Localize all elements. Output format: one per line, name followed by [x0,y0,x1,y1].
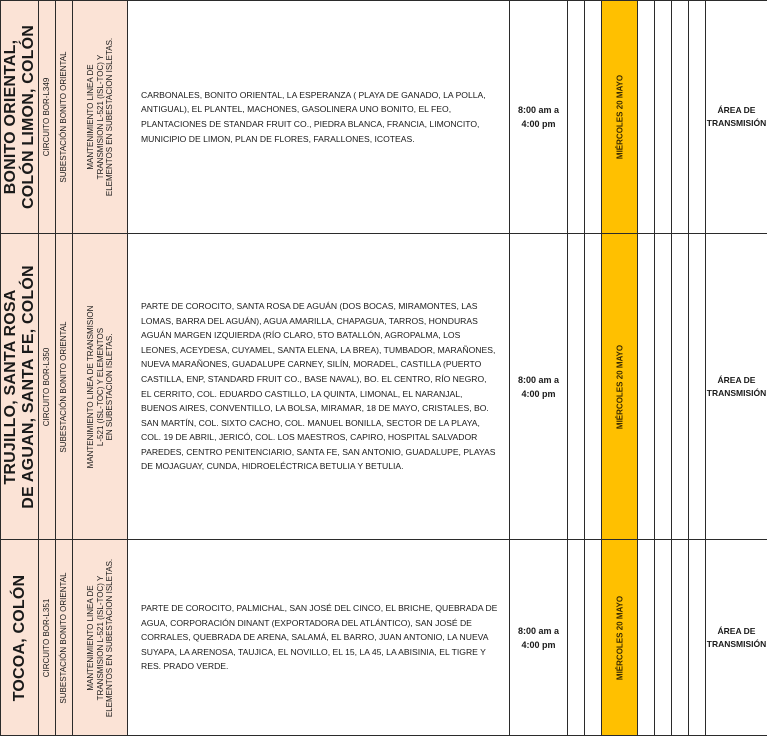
day-label: MIÉRCOLES 20 MAYO [615,75,624,159]
circuit-label: CIRCUITO BOR-L351 [42,598,52,677]
affected-areas-cell [128,234,510,540]
empty-day-cell [585,234,602,540]
empty-day-cell [568,234,585,540]
table-row [1,540,767,736]
zone-cell [1,234,39,540]
maintenance-label: MANTENIMIENTO LINEA DE TRANSMISION L-521 (ISL-TOC) Y ELEMENTOS EN SUBESTACION ISLETAS. [86,38,115,196]
time-cell [510,234,568,540]
time-cell [510,1,568,234]
empty-day-cell [672,540,689,736]
maintenance-label: MANTENIMIENTO LINEA DE TRANSMISION L-521 (ISL-TOC) Y ELEMENTOS EN SUBESTACION ISLETAS. [86,305,115,468]
time-text: 8:00 am a 4:00 pm [510,373,567,401]
table-row [1,234,767,540]
empty-day-cell [689,540,706,736]
affected-areas-cell [128,1,510,234]
maintenance-cell [73,1,128,234]
maintenance-cell [73,540,128,736]
responsible-cell [706,1,767,234]
substation-label: SUBESTACIÓN BONITO ORIENTAL [59,51,69,182]
substation-cell [56,1,73,234]
empty-day-cell [585,540,602,736]
day-label: MIÉRCOLES 20 MAYO [615,344,624,428]
substation-cell [56,234,73,540]
day-cell [602,234,638,540]
substation-label: SUBESTACIÓN BONITO ORIENTAL [59,321,69,452]
empty-day-cell [655,1,672,234]
table-row [1,1,767,234]
empty-day-cell [672,1,689,234]
circuit-cell [39,234,56,540]
empty-day-cell [638,234,655,540]
substation-label: SUBESTACIÓN BONITO ORIENTAL [59,572,69,703]
affected-areas-text: PARTE DE COROCITO, PALMICHAL, SAN JOSÉ DEL CINCO, EL BRICHE, QUEBRADA DE AGUA, CORPORACIÓN DINANT (EXPORTADORA DEL ATLÁNTICO), SAN JOSÉ DE CORRALES, QUEBRADA DE ARENA, SALAMÁ, EL BARRO, JUAN ANTONIO, LA NUEVA SUYAPA, LA ARENOSA, TAUJICA, EL NOVILLO, EL 15, LA 45, LA ABISINIA, EL TIGRE Y RES. PRADO VERDE. [128,601,509,674]
empty-day-cell [638,540,655,736]
circuit-label: CIRCUITO BOR-L350 [42,347,52,426]
empty-day-cell [689,234,706,540]
zone-cell [1,540,39,736]
empty-day-cell [568,1,585,234]
day-label: MIÉRCOLES 20 MAYO [615,595,624,679]
zone-label: TRUJILLO, SANTA ROSA DE AGUAN, SANTA FE, COLÓN [2,265,38,509]
empty-day-cell [568,540,585,736]
substation-cell [56,540,73,736]
responsible-cell [706,540,767,736]
empty-day-cell [585,1,602,234]
responsible-text: ÁREA DE TRANSMISIÓN [706,625,767,651]
maintenance-cell [73,234,128,540]
empty-day-cell [638,1,655,234]
empty-day-cell [655,234,672,540]
responsible-cell [706,234,767,540]
affected-areas-text: CARBONALES, BONITO ORIENTAL, LA ESPERANZA ( PLAYA DE GANADO, LA POLLA, ANTIGUAL), EL PLANTEL, MACHONES, GASOLINERA UNO BONITO, EL FEO, PLANTACIONES DE STANDAR FRUIT CO., PIEDRA BLANCA, FRANCIA, LIMONCITO, MUNICIPIO DE LIMON, PLAN DE FLORES, FARALLONES, ICOTEAS. [128,88,509,146]
responsible-text: ÁREA DE TRANSMISIÓN [706,374,767,400]
zone-label: TOCOA, COLÓN [11,574,29,701]
zone-cell [1,1,39,234]
affected-areas-text: PARTE DE COROCITO, SANTA ROSA DE AGUÁN (DOS BOCAS, MIRAMONTES, LAS LOMAS, BARRA DEL AGUÁN), AGUA AMARILLA, CHAPAGUA, TARROS, HONDURAS AGUÁN MARGEN IZQUIERDA (RÍO CLARO, 5TO BATALLÓN, AGROPALMA, LOS LEONES, ACEYDESA, CUYAMEL, SANTA ELENA, LA BREA), TUMBADOR, MARAÑONES, NUEVA MARAÑONES, GUADALUPE CARNEY, SILÍN, MORADEL, CASTILLA (PUERTO CASTILLA, ENP, STANDARD FRUIT CO., BASE NAVAL), BO. EL CENTRO, RÍO NEGRO, EL CERRITO, COL. EDUARDO CASTILLO, LA QUINTA, LIMONAL, EL NARANJAL, BUENOS AIRES, CONVENTILLO, LA BOLSA, MIRAMAR, 18 DE MAYO, CRISTALES, BO. SAN MARTÍN, COL. SIXTO CACHO, COL. MANUEL BONILLA, SECTOR DE LA PLAYA, COL. 19 DE ABRIL, JERICÓ, COL. LOS MAESTROS, CAPIRO, HOSPITAL SALVADOR PAREDES, CENTRO PENITENCIARIO, SANTA FE, SAN ANTONIO, GUADALUPE, PLAYAS DE MOJAGUAY, CUNDA, HIDROELÉCTRICA BETULIA Y BETULIA. [128,299,509,474]
maintenance-label: MANTENIMIENTO LINEA DE TRANSMISION L-521 (ISL-TOC) Y ELEMENTOS EN SUBESTACION ISLETAS. [86,558,115,716]
circuit-cell [39,1,56,234]
day-cell [602,540,638,736]
time-text: 8:00 am a 4:00 pm [510,103,567,131]
time-text: 8:00 am a 4:00 pm [510,624,567,652]
day-cell [602,1,638,234]
responsible-text: ÁREA DE TRANSMISIÓN [706,104,767,130]
circuit-label: CIRCUITO BOR-L349 [42,78,52,157]
circuit-cell [39,540,56,736]
empty-day-cell [655,540,672,736]
empty-day-cell [689,1,706,234]
zone-label: BONITO ORIENTAL, COLÓN LIMON, COLÓN [2,25,38,209]
time-cell [510,540,568,736]
affected-areas-cell [128,540,510,736]
empty-day-cell [672,234,689,540]
